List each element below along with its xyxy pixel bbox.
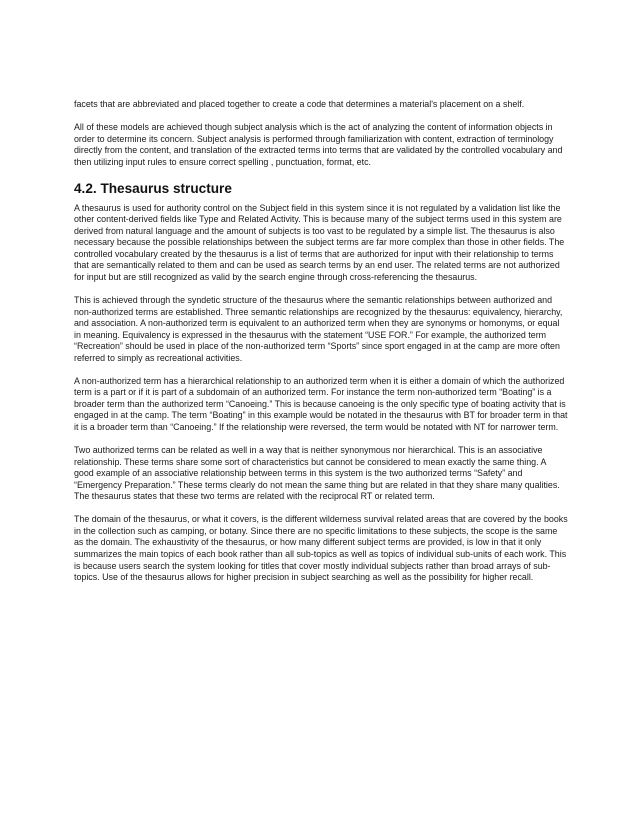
paragraph-thesaurus-purpose: A thesaurus is used for authority control on the Subject field in this system since it is not regulated by a validation list like the other content-derived fields like Type and Related Activity. This is because many of the subject terms used in this system are derived from natural language and the amount of subjects is too vast to be regulated by a simple list. The thesaurus is also necessary because the possible relationships between the subject terms are far more complex than those in other fields. The controlled vocabulary created by the thesaurus is a list of terms that are authorized for input with their relationship to terms that are semantically related to them and can be used as search terms by an end user. The related terms are not authorized for input but are still recognized as valid by the search engine through cross-referencing the thesaurus. [74, 202, 565, 283]
document-body [74, 99, 568, 595]
section-heading: 4.2. Thesaurus structure [74, 180, 232, 196]
paragraph-domain-exhaustivity: The domain of the thesaurus, or what it covers, is the different wilderness survival related areas that are covered by the books in the collection such as camping, or botany. Since there are no specific limitations to these subjects, the scope is the same as the domain. The exhaustivity of the thesaurus, or how many different subject terms are provided, is low in that it only summarizes the main topics of each book rather than all sub-topics as well as topics of individual sub-units of each work. This is because users search the system looking for titles that cover mostly individual subjects rather than broad arrays of sub-topics. Use of the thesaurus allows for higher precision in subject searching as well as the possibility for higher recall. [74, 514, 568, 583]
paragraph-hierarchical-relationship: A non-authorized term has a hierarchical relationship to an authorized term when it is either a domain of which the authorized term is a part or if it is part of a subdomain of an authorized term. For instance the term non-authorized term “Boating” is a broader term than the authorized term “Canoeing.” This is because canoeing is the only specific type of boating activity that is engaged in at the camp. The term “Boating” in this example would be notated in the thesaurus with BT for broader term in that it is a broader term than “Canoeing.” If the relationship were reversed, the term would be notated with NT for narrower term. [74, 375, 568, 433]
paragraph-facets: facets that are abbreviated and placed together to create a code that determines a material's placement on a shelf. [74, 99, 525, 109]
paragraph-syndetic-structure: This is achieved through the syndetic structure of the thesaurus where the semantic relationships between authorized and non-authorized terms are established. Three semantic relationships are recognized by the thesaurus: equivalency, hierarchy, and association. A non-authorized term is equivalent to an authorized term when they are synonyms or homonyms, or equal in meaning. Equivalency is expressed in the thesaurus with the statement “USE FOR.” For example, the authorized term “Recreation” should be used in place of the non-authorized term “Sports” since sport engaged in at the camp are more often referred to simply as recreational activities. [74, 295, 563, 363]
paragraph-associative-relationship: Two authorized terms can be related as well in a way that is neither synonymous nor hierarchical. This is an associative relationship. These terms share some sort of characteristics but cannot be considered to mean exactly the same thing. A good example of an associative relationship between terms in this system is the two authorized terms “Safety” and “Emergency Preparation.” These terms clearly do not mean the same thing but are related in that they share many qualities. The thesaurus states that these two terms are related with the reciprocal RT or related term. [74, 445, 560, 502]
paragraph-subject-analysis: All of these models are achieved though subject analysis which is the act of analyzing the content of information objects in order to determine its concern. Subject analysis is performed through familiarization with content, extraction of terminology directly from the content, and translation of the extracted terms into terms that are validated by the controlled vocabulary and then utilizing input rules to ensure correct spelling , punctuation, format, etc. [74, 122, 563, 167]
